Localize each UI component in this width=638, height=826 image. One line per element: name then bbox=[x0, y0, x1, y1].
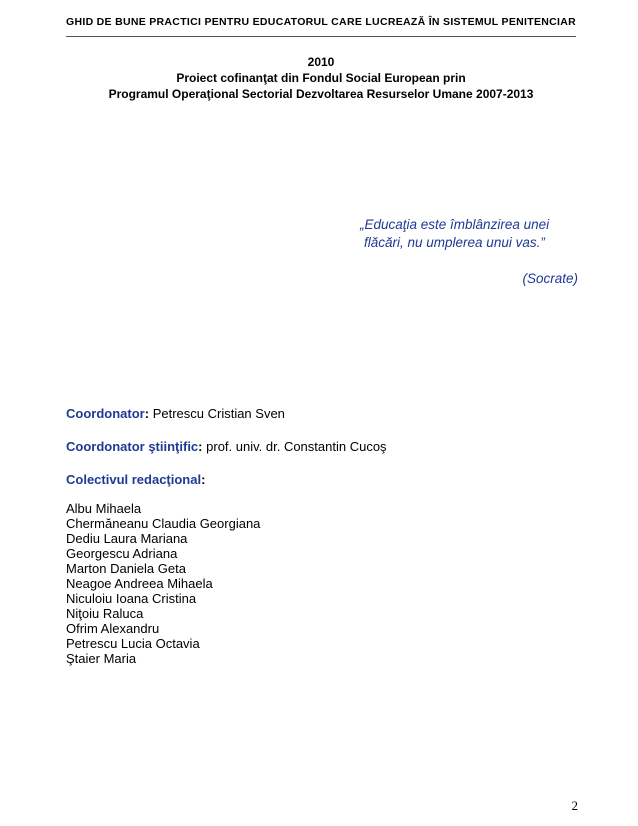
team-member: Ştaier Maria bbox=[66, 651, 137, 666]
running-header: GHID DE BUNE PRACTICI PENTRU EDUCATORUL CARE LUCREAZĂ ÎN SISTEMUL PENITENCIAR bbox=[66, 16, 577, 28]
quote-author: (Socrate) bbox=[522, 271, 578, 286]
editorial-team-heading bbox=[66, 471, 576, 488]
coordinator-line bbox=[66, 405, 576, 422]
team-member: Ofrim Alexandru bbox=[66, 621, 160, 636]
editorial-team-colon: : bbox=[201, 472, 206, 487]
scientific-coordinator-line bbox=[66, 438, 576, 455]
coordinator-colon: : bbox=[144, 406, 150, 421]
spacer bbox=[66, 455, 576, 471]
credits-section bbox=[66, 405, 576, 666]
title-line-2: Programul Operaţional Sectorial Dezvoltarea Resurselor Umane 2007-2013 bbox=[108, 87, 534, 101]
spacer bbox=[66, 422, 576, 438]
title-block bbox=[66, 54, 576, 102]
team-member: Petrescu Lucia Octavia bbox=[66, 636, 200, 651]
quote-line-1: „Educaţia este îmblânzirea unei bbox=[360, 217, 550, 232]
header-rule bbox=[66, 36, 576, 37]
scientific-coordinator-label: Coordonator ştiinţific bbox=[66, 439, 199, 454]
scientific-coordinator-colon: : bbox=[198, 439, 203, 454]
editorial-team-label: Colectivul redacţional bbox=[66, 472, 202, 487]
team-member: Dediu Laura Mariana bbox=[66, 531, 188, 546]
editorial-team-list bbox=[66, 501, 576, 666]
team-member: Neagoe Andreea Mihaela bbox=[66, 576, 213, 591]
team-member: Chermăneanu Claudia Georgiana bbox=[66, 516, 261, 531]
page-number: 2 bbox=[571, 798, 578, 813]
spacer bbox=[66, 488, 576, 501]
scientific-coordinator-name: prof. univ. dr. Constantin Cucoş bbox=[206, 439, 387, 454]
team-member: Niţoiu Raluca bbox=[66, 606, 144, 621]
coordinator-label: Coordonator bbox=[66, 406, 145, 421]
epigraph-quote bbox=[360, 216, 578, 288]
team-member: Georgescu Adriana bbox=[66, 546, 178, 561]
coordinator-name: Petrescu Cristian Sven bbox=[152, 406, 285, 421]
team-member: Marton Daniela Geta bbox=[66, 561, 186, 576]
title-line-1: Proiect cofinanţat din Fondul Social European prin bbox=[176, 71, 466, 85]
quote-line-2: flăcări, nu umplerea unui vas.” bbox=[364, 235, 545, 250]
title-year: 2010 bbox=[307, 55, 335, 69]
team-member: Albu Mihaela bbox=[66, 501, 142, 516]
team-member: Niculoiu Ioana Cristina bbox=[66, 591, 197, 606]
